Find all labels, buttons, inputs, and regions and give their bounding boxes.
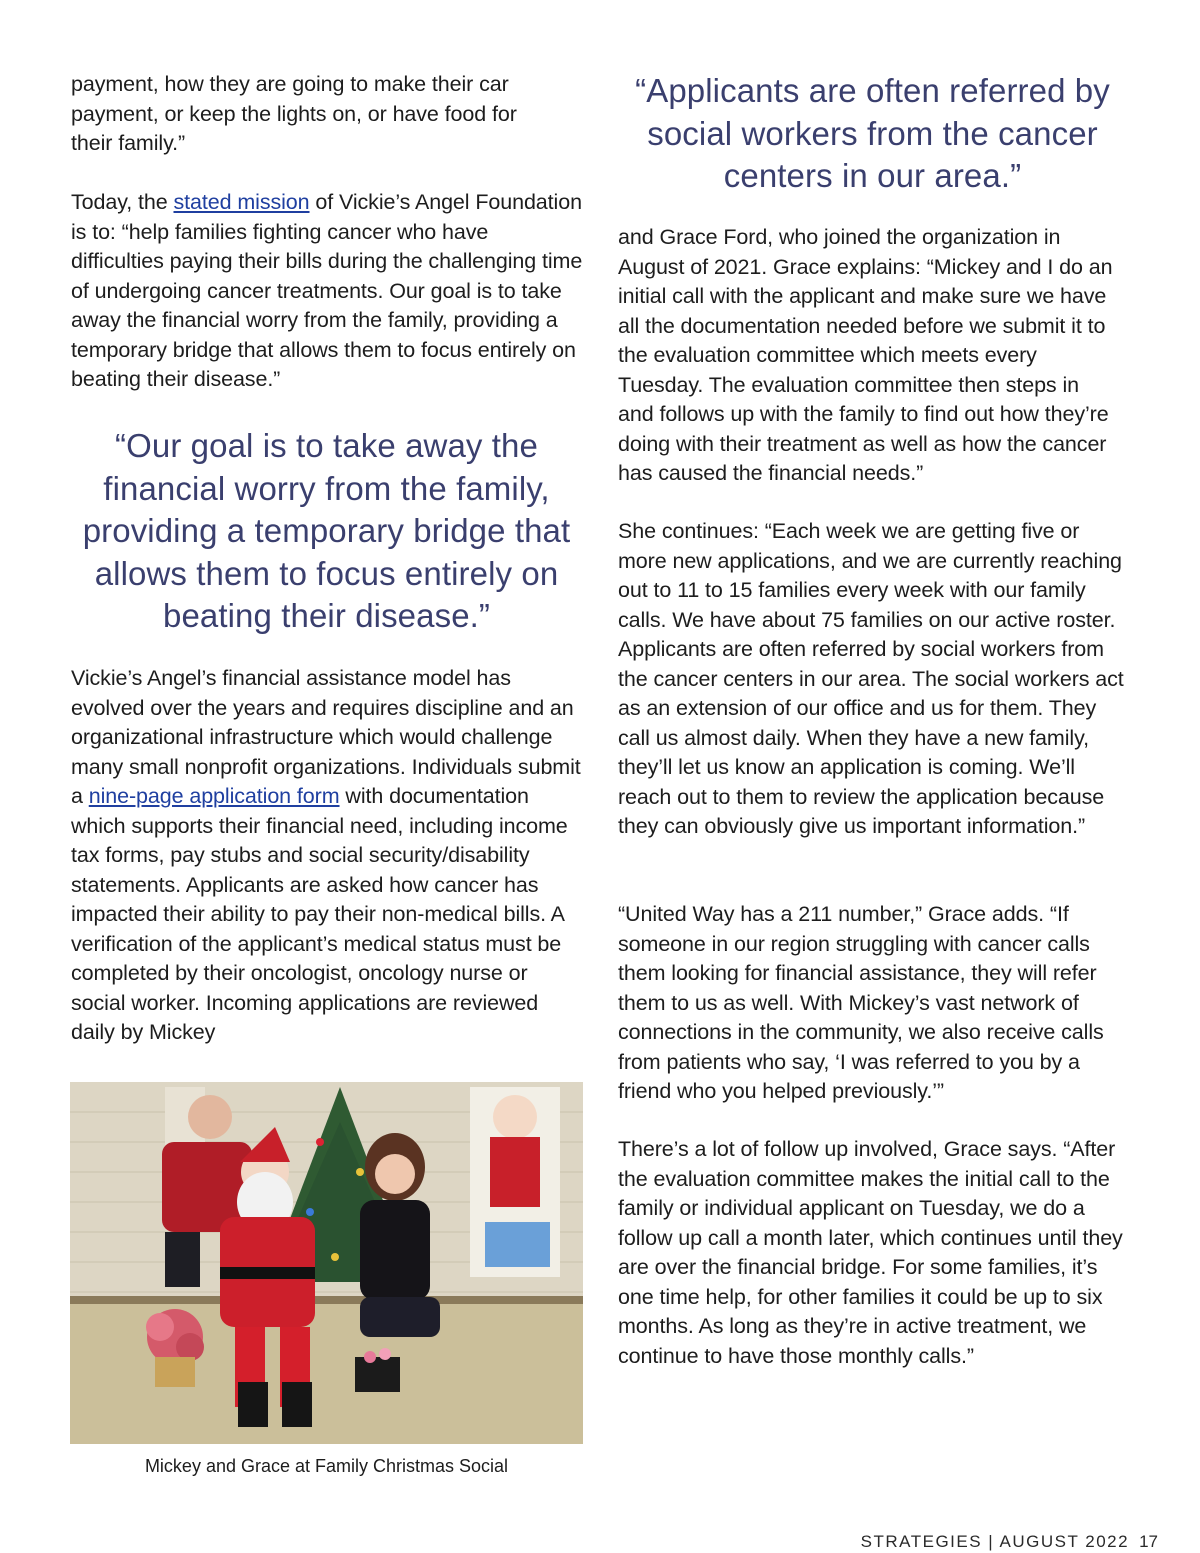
body-paragraph: payment, how they are going to make their car payment, or keep the lights on, or have food for their family.” <box>71 72 517 155</box>
publication-name: STRATEGIES | AUGUST 2022 <box>860 1532 1130 1551</box>
pull-quote: “Applicants are often referred by social workers from the cancer centers in our area.” <box>635 72 1110 194</box>
body-text: Vickie’s Angel’s financial assistance model has evolved over the years and requires discipline and an organizational infrastructure which would challenge many small nonprofit organizations. Individuals submit a <box>71 666 581 808</box>
christmas-social-photo <box>70 1082 583 1444</box>
body-paragraph: “United Way has a 211 number,” Grace adds. “If someone in our region struggling with cancer calls them looking for financial assistance, they will refer them to us as well. With Mickey’s vast network of connections in the community, we also receive calls from patients who say, ‘I was referred to you by a friend who you helped previously.’” <box>618 902 1104 1103</box>
body-paragraph <box>71 664 585 1048</box>
body-paragraph: and Grace Ford, who joined the organization in August of 2021. Grace explains: “Mickey and I do an initial call with the applicant and make sure we have all the documentation needed before we submit it to the evaluation committee which meets every Tuesday. The evaluation committee then steps in and follows up with the family to find out how they’re doing with their treatment as well as how the cancer has caused the financial needs.” <box>618 225 1113 485</box>
body-paragraph: She continues: “Each week we are getting five or more new applications, and we are currently reaching out to 11 to 15 families every week with our family calls. We have about 75 families on our active roster. Applicants are often referred by social workers from the cancer centers in our area. The social workers act as an extension of our office and us for them. They call us almost daily. When they have a new family, they’ll let us know an application is coming. We’ll reach out to them to review the application because they can obviously give us important information.” <box>618 519 1124 838</box>
application-form-link[interactable]: nine-page application form <box>88 784 340 808</box>
body-text: Today, the <box>71 190 174 214</box>
stated-mission-link[interactable]: stated mission <box>173 190 310 214</box>
body-paragraph: There’s a lot of follow up involved, Grace says. “After the evaluation committee makes the initial call to the family or individual applicant on Tuesday, we do a follow up call a month later, which continues until they are over the financial bridge. For some families, it’s one time help, for other families it could be up to six months. As long as they’re in active treatment, we continue to have those monthly calls.” <box>618 1137 1123 1368</box>
photo-illustration <box>70 1082 583 1444</box>
body-text: with documentation which supports their financial need, including income tax forms, pay stubs and social security/disability statements. Applicants are asked how cancer has impacted their ability to pay their non-medical bills. A verification of the applicant’s medical status must be completed by their oncologist, oncology nurse or social worker. Incoming applications are reviewed daily by Mickey <box>71 784 568 1044</box>
body-text: of Vickie’s Angel Foundation is to: “help families fighting cancer who have difficulties paying their bills during the challenging time of undergoing cancer treatments. Our goal is to take away the financial worry from the family, providing a temporary bridge that allows them to focus entirely on beating their disease.” <box>71 190 583 391</box>
page-number: 17 <box>1139 1532 1158 1551</box>
pull-quote: “Our goal is to take away the financial worry from the family, providing a temporary bridge that allows them to focus entirely on beating their disease.” <box>82 427 571 634</box>
body-paragraph <box>71 188 585 395</box>
photo-caption: Mickey and Grace at Family Christmas Social <box>144 1456 509 1476</box>
page-footer <box>861 1532 1158 1552</box>
